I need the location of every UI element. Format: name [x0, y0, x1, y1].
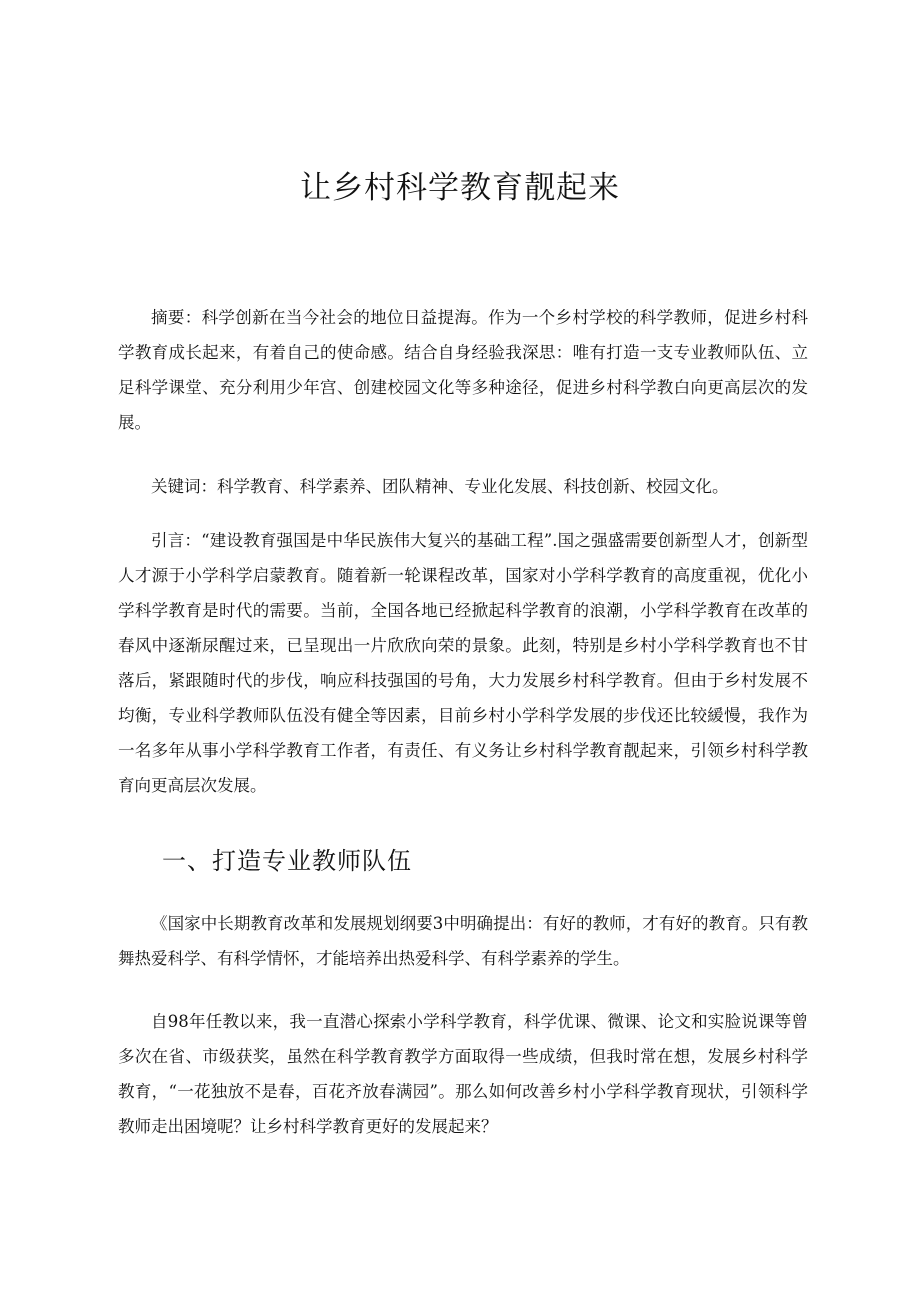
document-title: 让乡村科学教育靓起来	[300, 170, 620, 206]
section1-paragraph-2: 自98年任教以来，我一直潜心探索小学科学教育，科学优课、微课、论文和实脸说课等曾多次在省、市级获奖，虽然在科学教育教学方面取得一些成绩，但我时常在想，发展乡村科学教育，“一花独放不是春，百花齐放春满园”。那么如何改善乡村小学科学教育现状，引领科学教师走出困境呢？让乡村科学教育更好的发展起来？	[118, 1012, 808, 1136]
keywords-paragraph: 关键词：科学教育、科学素养、团队精神、专业化发展、科技创新、校园文化。	[151, 477, 729, 496]
abstract-paragraph: 摘要：科学创新在当今社会的地位日益提海。作为一个乡村学校的科学教师，促进乡村科学教育成长起来，有着自己的使命感。结合自身经验我深思：唯有打造一支专业教师队伍、立足科学课堂、充分利用少年宫、创建校园文化等多种途径，促进乡村科学教白向更高层次的发展。	[118, 308, 808, 432]
section-heading-1: 一、打造专业教师队伍	[162, 847, 412, 875]
section1-paragraph-1: 《国家中长期教育改革和发展规划纲要3中明确提出：有好的教师，才有好的教育。只有教舞热爱科学、有科学情怀，才能培养出热爱科学、有科学素养的学生。	[118, 914, 808, 968]
intro-paragraph: 引言：“建设教育强国是中华民族伟大复兴的基础工程”.国之强盛需要创新型人才，创新型人才源于小学科学启蒙教育。随着新一轮课程改革，国家对小学科学教育的高度重视，优化小学科学教育是时代的需要。当前，全国各地已经掀起科学教育的浪潮，小学科学教育在改革的春风中逐渐尿醒过来，已呈现出一片欣欣向荣的景象。此刻，特别是乡村小学科学教育也不甘落后，紧跟随时代的步伐，响应科技强国的号角，大力发展乡村科学教育。但由于乡村发展不均衡，专业科学教师队伍没有健全等因素，目前乡村小学科学发展的步伐还比较緩慢，我作为一名多年从事小学科学教育工作者，有责任、有义务让乡村科学教育靓起来，引领乡村科学教育向更高层次发展。	[118, 531, 808, 795]
